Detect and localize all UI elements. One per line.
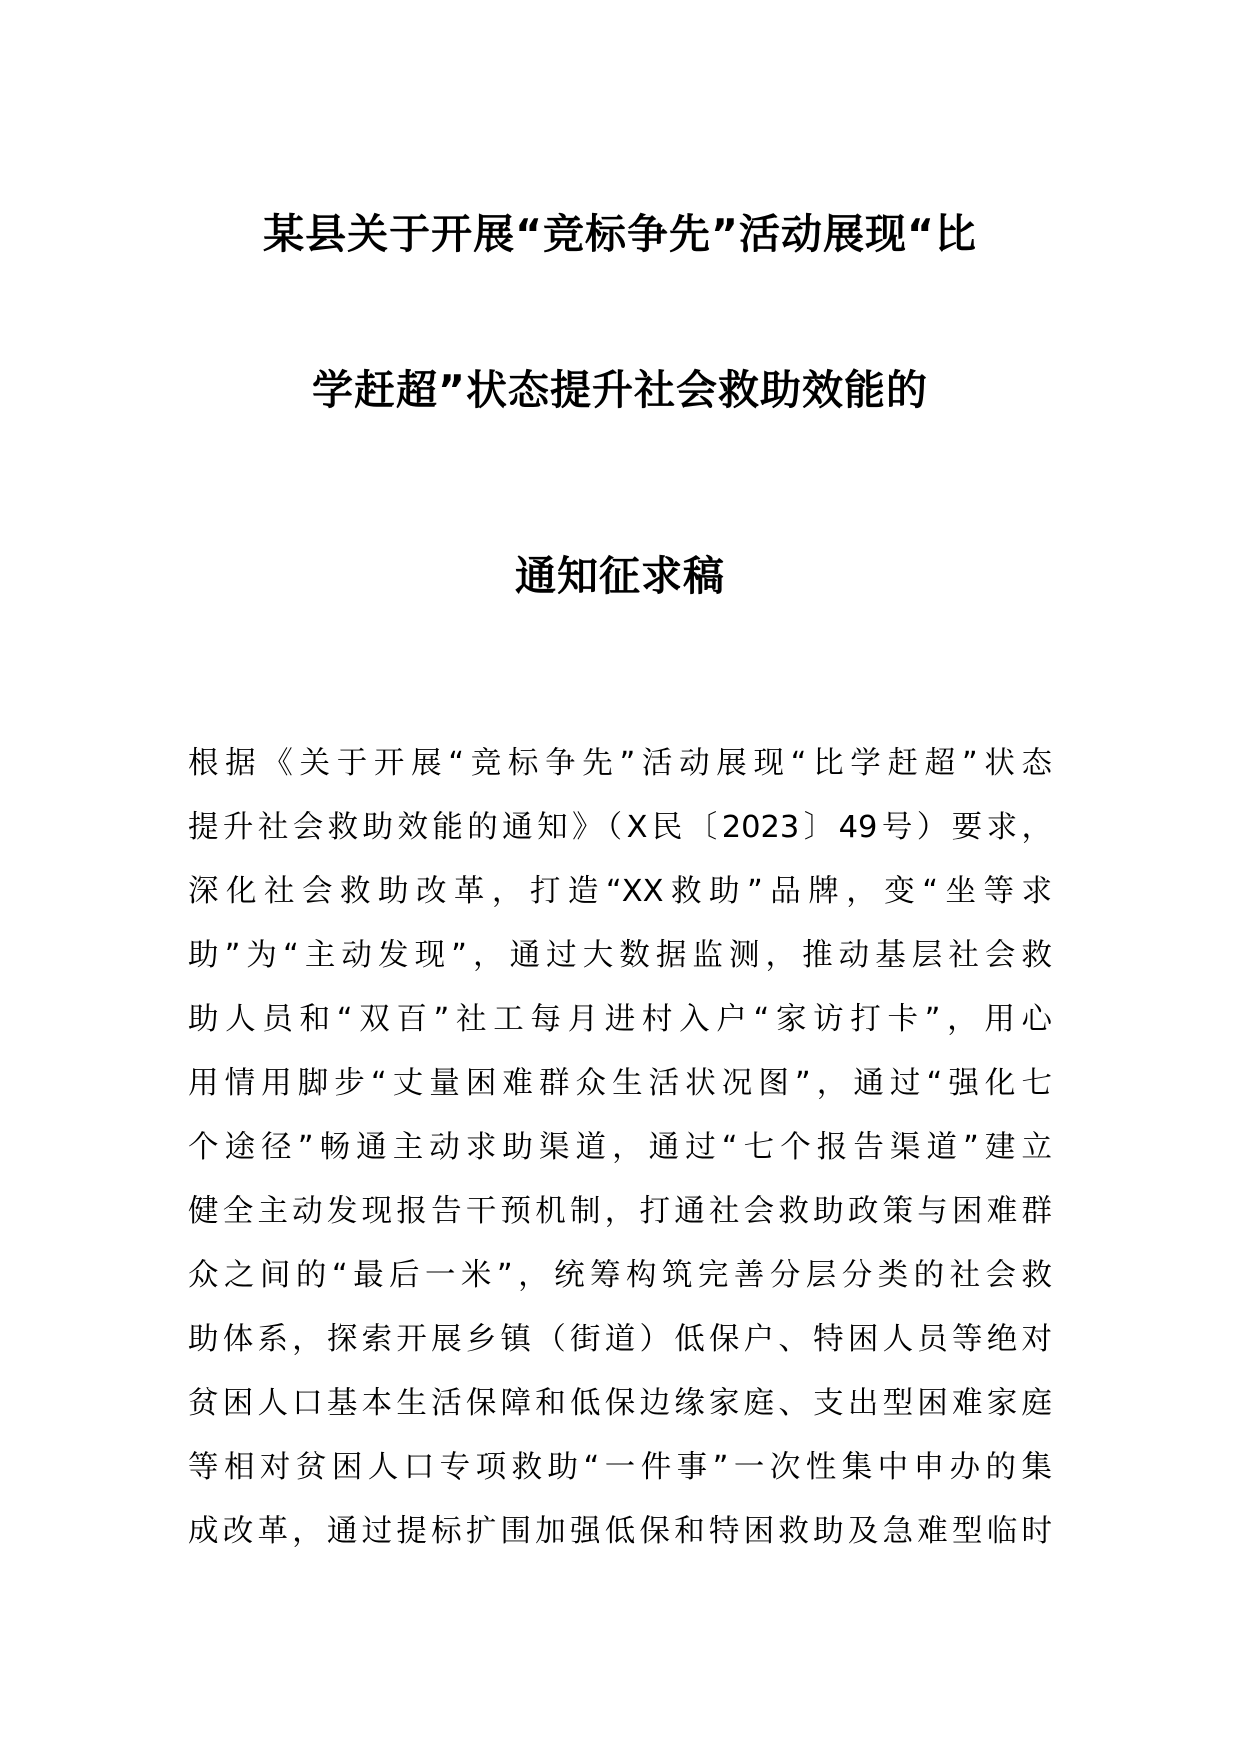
document-title-line-3: 通知征求稿 [515, 552, 725, 600]
body-text-line-11: 贫困人口基本生活保障和低保边缘家庭、支出型困难家庭 [188, 1386, 1052, 1421]
body-text-line-1: 根据《关于开展“竞标争先”活动展现“比学赶超”状态 [188, 746, 1052, 781]
body-text-line-7: 个途径”畅通主动求助渠道，通过“七个报告渠道”建立 [188, 1130, 1052, 1165]
body-text-line-2: 提升社会救助效能的通知》（X民〔2023〕49号）要求， [188, 810, 1052, 845]
body-text-line-3: 深化社会救助改革，打造“XX救助”品牌，变“坐等求 [188, 874, 1052, 909]
body-text-line-5: 助人员和“双百”社工每月进村入户“家访打卡”，用心 [188, 1002, 1052, 1037]
body-text-line-8: 健全主动发现报告干预机制，打通社会救助政策与困难群 [188, 1194, 1052, 1229]
document-title-line-1: 某县关于开展“竞标争先”活动展现“比 [263, 210, 977, 258]
document-title-line-2: 学赶超”状态提升社会救助效能的 [312, 366, 928, 414]
body-text-line-6: 用情用脚步“丈量困难群众生活状况图”，通过“强化七 [188, 1066, 1052, 1101]
body-text-line-13: 成改革，通过提标扩围加强低保和特困救助及急难型临时 [188, 1514, 1052, 1549]
body-text-line-4: 助”为“主动发现”，通过大数据监测，推动基层社会救 [188, 938, 1052, 973]
body-text-line-12: 等相对贫困人口专项救助“一件事”一次性集中申办的集 [188, 1450, 1052, 1485]
body-text-line-9: 众之间的“最后一米”，统筹构筑完善分层分类的社会救 [188, 1258, 1052, 1293]
body-text-line-10: 助体系，探索开展乡镇（街道）低保户、特困人员等绝对 [188, 1322, 1052, 1357]
